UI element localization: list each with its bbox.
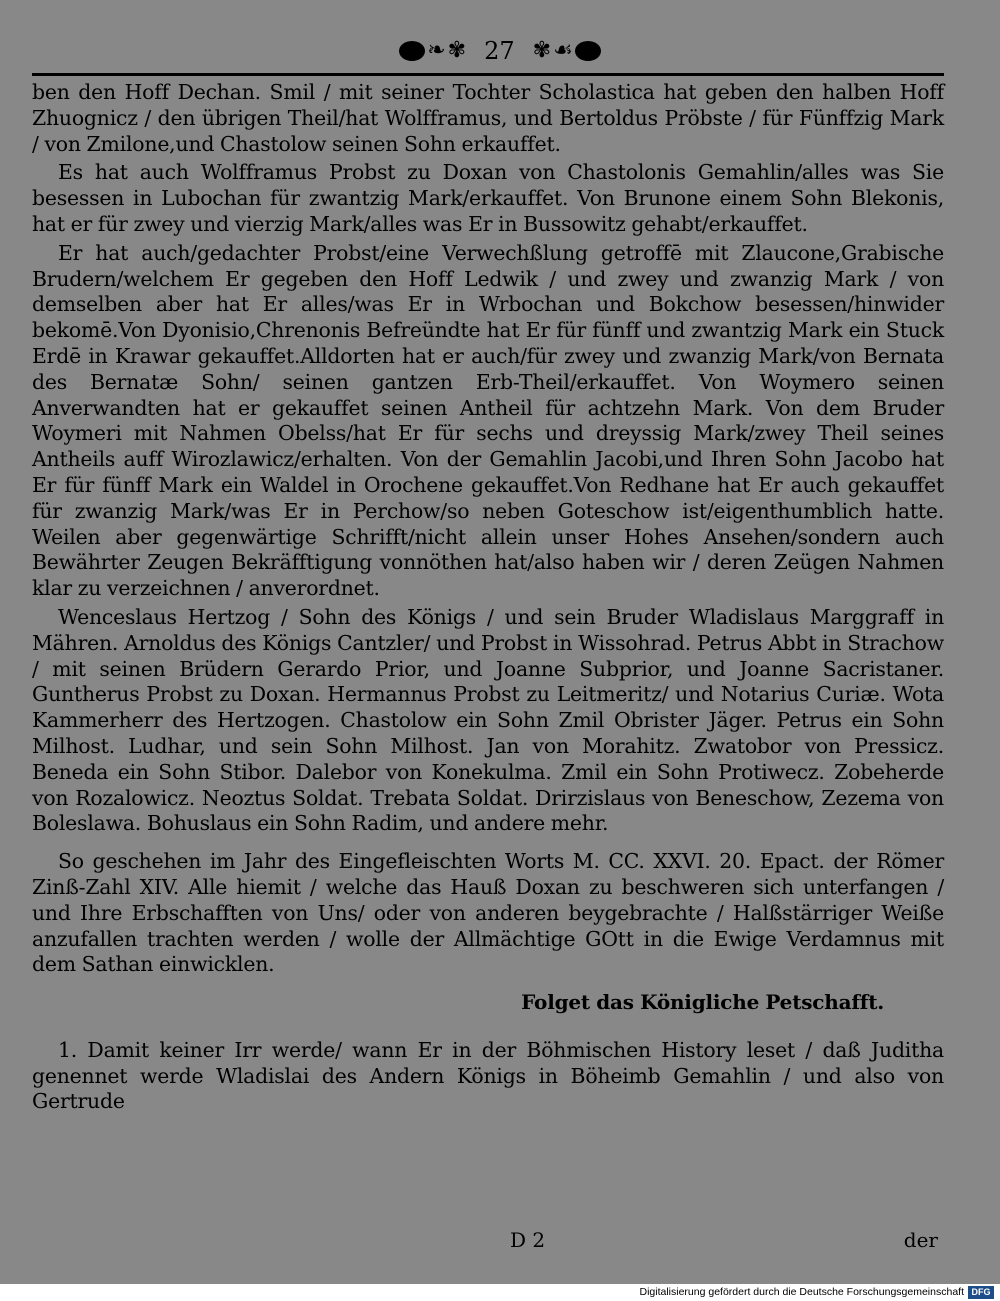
catchword: der [903,1228,938,1252]
ornament-blob [399,41,425,61]
footnote-paragraph: 1. Damit keiner Irr werde/ wann Er in der Böhmischen History leset / daß Juditha genennet werde Wladislai des Andern Königs in Böheimb Gemahlin / und also von Gertrude [32,1037,944,1114]
ornament-blob [575,41,601,61]
witness-list-paragraph: Wenceslaus Hertzog / Sohn des Königs / und sein Bruder Wladislaus Marggraff in Mähren. Arnoldus des Königs Cantzler/ und Probst in Wissohrad. Petrus Abbt in Strachow / mit seinen Brüdern Gerardo Prior, und Joanne Subprior, und Joanne Sacristaner. Guntherus Probst zu Doxan. Hermannus Probst zu Leitmeritz/ und Notarius Curiæ. Wota Kammerherr des Hertzogen. Chastolow ein Sohn Zmil Obrister Jäger. Petrus ein Sohn Milhost. Ludhar, und sein Sohn Milhost. Jan von Morahitz. Zwatobor von Pressicz. Beneda ein Sohn Stibor. Dalebor von Konekulma. Zmil ein Sohn Protiwecz. Zobeherde von Rozalowicz. Neoztus Soldat. Trebata Soldat. Drirzislaus von Beneschow, Zezema von Boleslawa. Bohuslaus ein Sohn Radim, und andere mehr. [32,604,944,836]
page-body [32,80,944,1115]
fleuron-icon: ☙ [553,38,573,63]
fleuron-icon: ✾ [532,38,552,63]
paragraph-continuation: ben den Hoff Dechan. Smil / mit seiner Tochter Scholastica hat geben den halben Hoff Zhuognicz / den übrigen Theil/hat Wolfframus, und Bertoldus Pröbste / für Fünffzig Mark / von Zmilone,und Chastolow seinen Sohn erkauffet. [32,80,944,156]
paragraph: Es hat auch Wolfframus Probst zu Doxan von Chastolonis Gemahlin/alles was Sie besessen in Lubochan für zwantzig Mark/erkauffet. Von Brunone einem Sohn Blekonis, hat er für zwey und vierzig Mark/alles was Er in Bussowitz gehabt/erkauffet. [32,160,944,236]
digitization-footer [0,1284,1000,1301]
dating-clause-paragraph: So geschehen im Jahr des Eingefleischten Worts M. CC. XXVI. 20. Epact. der Römer Zinß-Zahl XIV. Alle hiemit / welche das Hauß Doxan zu beschweren sich unterfangen / und Ihre Erbschafften von Uns/ oder von anderen beygebrachte / Halßstärriger Weiße anzufallen trachten werden / wolle der Allmächtige GOtt in die Ewige Verdamnus mit dem Sathan einwicklen. [32,849,944,977]
page-foot-line [32,1228,944,1254]
paragraph: Er hat auch/gedachter Probst/eine Verwechßlung getroffē mit Zlaucone,Grabische Brudern/welchem Er gegeben den Hoff Ledwik / und zwey und zwanzig Mark / von demselben aber hat Er alles/was Er in Wrbochan und Bokchow besessen/hinwider bekomē.Von Dyonisio,Chrenonis Befreündte hat Er für fünff und zwantzig Mark ein Stuck Erdē in Krawar gekauffet.Alldorten hat er auch/für zwey und zwanzig Mark/von Bernata des Bernatæ Sohn/ seinen gantzen Erb-Theil/erkauffet. Von Woymero seinen Anverwandten hat er gekauffet seinen Antheil für achtzehn Mark. Von dem Bruder Woymeri mit Nahmen Obelss/hat Er für sechs und dreyssig Mark/zwey Theil seines Antheils auff Wirozlawicz/erhalten. Von der Gemahlin Jacobi,und Ihren Sohn Jacobo hat Er für fünff Mark ein Waldel in Orochene gekauffet.Von Redhane hat Er auch gekauffet für zwanzig Mark/was Er in Perchow/so neben Goteschow ist/eigenthumblich hatte. Weilen aber gegenwärtige Schrifft/nicht allein unser Hohes Ansehen/sondern auch Bewährter Zeugen Bekräfftigung vonnöthen hat/also haben wir / deren Zeügen Nahmen klar zu verzeichnen / anverordnet. [32,240,944,601]
page-header [0,30,1000,72]
funding-credit: Digitalisierung gefördert durch die Deutsche Forschungsgemeinschaft [639,1286,964,1298]
header-rule [32,73,944,76]
fleuron-icon: ❧ [427,38,446,63]
dfg-logo: DFG [968,1286,994,1299]
left-ornament [399,40,466,62]
signature-mark: D 2 [510,1228,546,1252]
right-ornament [533,40,601,62]
fleuron-icon: ✾ [447,38,467,63]
closing-heading: Folget das Königliche Petschafft. [521,990,884,1015]
page-number: 27 [484,37,515,65]
